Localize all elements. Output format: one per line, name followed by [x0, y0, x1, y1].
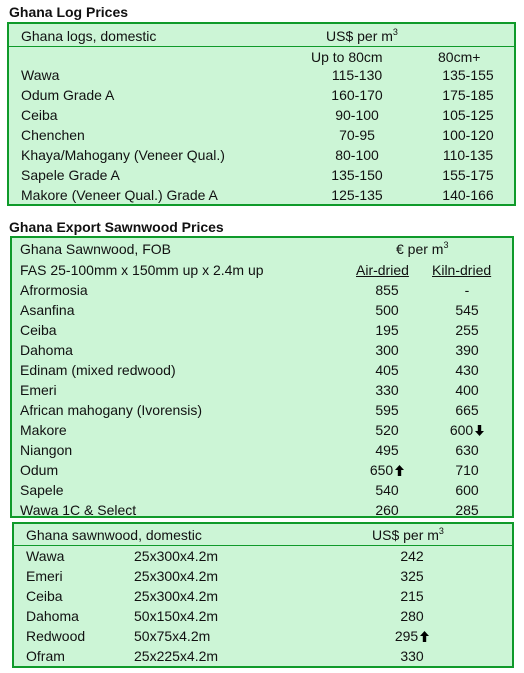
price-80cm-plus: 155-175: [442, 167, 494, 183]
price-kiln-dried: [432, 402, 502, 418]
species-name: Ceiba: [21, 107, 58, 123]
species-name: Dahoma: [26, 608, 79, 624]
price-up-to-80cm: 90-100: [335, 107, 379, 123]
table-row: [12, 342, 512, 362]
price-number: 215: [400, 588, 424, 604]
table-row: [9, 127, 514, 147]
log-prices-title: Ghana Log Prices: [9, 4, 129, 20]
price-value: [382, 588, 442, 604]
price-value: 545: [455, 302, 479, 318]
species-name: Sapele Grade A: [21, 167, 120, 183]
price-up-to-80cm: 135-150: [331, 167, 383, 183]
price-value: 595: [375, 402, 399, 418]
species-name: Wawa: [21, 67, 60, 83]
species-name: Odum: [20, 462, 59, 478]
price-value: -: [464, 282, 470, 298]
species-name: Chenchen: [21, 127, 85, 143]
price-value: 330: [375, 382, 399, 398]
price-up-to-80cm: 160-170: [331, 87, 383, 103]
price-value: 540: [375, 482, 399, 498]
species-name: Ofram: [26, 648, 65, 664]
header-divider: [14, 545, 512, 546]
export-prices-title: Ghana Export Sawnwood Prices: [9, 219, 224, 235]
price-value: 400: [455, 382, 479, 398]
price-kiln-dried: [432, 282, 502, 298]
species-name: Niangon: [20, 442, 73, 458]
table-row: [9, 87, 514, 107]
table-row: [9, 147, 514, 167]
species-name: Redwood: [26, 628, 86, 644]
price-value: 495: [375, 442, 399, 458]
price-value: 600: [455, 482, 479, 498]
header-divider: [9, 46, 514, 47]
price-80cm-plus: 175-185: [442, 87, 494, 103]
export-header-label: Ghana Sawnwood, FOB: [20, 241, 171, 257]
table-row: [9, 187, 514, 207]
price-number: 325: [400, 568, 424, 584]
table-row: [12, 442, 512, 462]
table-row: [9, 167, 514, 187]
species-name: Edinam (mixed redwood): [20, 362, 176, 378]
price-up-to-80cm: 115-130: [331, 67, 383, 83]
species-name: Wawa 1C & Select: [20, 502, 137, 518]
species-name: Ceiba: [20, 322, 57, 338]
table-row: [12, 282, 512, 302]
table-row: [14, 568, 512, 588]
price-air-dried: [352, 302, 422, 318]
price-value: 855: [375, 282, 399, 298]
species-name: Odum Grade A: [21, 87, 115, 103]
price-number: 242: [400, 548, 424, 564]
price-kiln-dried: [432, 322, 502, 338]
price-air-dried: [352, 342, 422, 358]
species-name: African mahogany (Ivorensis): [20, 402, 203, 418]
price-value: 195: [375, 322, 399, 338]
table-row: [12, 402, 512, 422]
dimensions: 25x300x4.2m: [134, 548, 219, 564]
table-row: [12, 502, 512, 522]
export-subheader: FAS 25-100mm x 150mm up x 2.4m up: [20, 262, 264, 278]
up-arrow-icon: [395, 465, 404, 476]
species-name: Emeri: [26, 568, 63, 584]
price-kiln-dried: [432, 302, 502, 318]
price-value: [382, 548, 442, 564]
down-arrow-icon: [475, 425, 484, 436]
price-value: 300: [375, 342, 399, 358]
price-80cm-plus: 140-166: [442, 187, 494, 203]
price-80cm-plus: 105-125: [442, 107, 494, 123]
price-up-to-80cm: 70-95: [339, 127, 375, 143]
price-air-dried: [352, 362, 422, 378]
table-row: [12, 302, 512, 322]
table-row: [14, 588, 512, 608]
price-number: 280: [400, 608, 424, 624]
dimensions: 25x300x4.2m: [134, 588, 219, 604]
export-prices-table: [10, 236, 514, 518]
price-air-dried: [352, 322, 422, 338]
price-value: 255: [455, 322, 479, 338]
species-name: Makore: [20, 422, 67, 438]
export-col-header-air-dried: Air-dried: [356, 262, 409, 278]
export-unit-label: € per $m^3$: [396, 240, 449, 257]
price-air-dried: [352, 442, 422, 458]
price-air-dried: [352, 402, 422, 418]
dimensions: 50x75x4.2m: [134, 628, 211, 644]
price-80cm-plus: 100-120: [442, 127, 494, 143]
dimensions: 25x225x4.2m: [134, 648, 219, 664]
price-value: [382, 568, 442, 584]
price-value: [382, 648, 442, 664]
price-value: 630: [455, 442, 479, 458]
domestic-sawnwood-table: [12, 522, 514, 668]
species-name: Dahoma: [20, 342, 73, 358]
price-kiln-dried: [432, 502, 502, 518]
price-up-to-80cm: 80-100: [335, 147, 379, 163]
price-80cm-plus: 135-155: [442, 67, 494, 83]
price-value: 430: [455, 362, 479, 378]
price-value: 710: [455, 462, 479, 478]
price-air-dried: [352, 422, 422, 438]
price-air-dried: [352, 462, 422, 478]
price-value: 650: [369, 462, 394, 478]
table-row: [12, 422, 512, 442]
price-kiln-dried: [432, 482, 502, 498]
log-unit-label: US$ per $m^3$: [326, 27, 398, 44]
table-row: [12, 482, 512, 502]
price-80cm-plus: 110-135: [442, 147, 494, 163]
price-kiln-dried: [432, 422, 502, 438]
species-name: Ceiba: [26, 588, 63, 604]
up-arrow-icon: [420, 631, 429, 642]
price-value: [382, 608, 442, 624]
price-value: 285: [455, 502, 479, 518]
species-name: Sapele: [20, 482, 64, 498]
price-air-dried: [352, 382, 422, 398]
dimensions: 50x150x4.2m: [134, 608, 219, 624]
table-row: [12, 322, 512, 342]
table-row: [14, 628, 512, 648]
price-value: 665: [455, 402, 479, 418]
price-value: 600: [449, 422, 474, 438]
log-col-header-80cm-plus: 80cm+: [438, 49, 481, 65]
price-value: [382, 628, 442, 644]
price-kiln-dried: [432, 442, 502, 458]
log-prices-table: [7, 22, 516, 206]
log-header-label: Ghana logs, domestic: [21, 28, 157, 44]
species-name: Afrormosia: [20, 282, 88, 298]
dimensions: 25x300x4.2m: [134, 568, 219, 584]
table-row: [12, 462, 512, 482]
species-name: Asanfina: [20, 302, 75, 318]
price-value: 390: [455, 342, 479, 358]
table-row: [12, 382, 512, 402]
species-name: Emeri: [20, 382, 57, 398]
domestic-unit-label: US$ per $m^3$: [372, 526, 444, 543]
price-value: 405: [375, 362, 399, 378]
domestic-header-label: Ghana sawnwood, domestic: [26, 527, 202, 543]
species-name: Khaya/Mahogany (Veneer Qual.): [21, 147, 225, 163]
table-row: [14, 548, 512, 568]
table-row: [14, 648, 512, 668]
price-kiln-dried: [432, 382, 502, 398]
price-value: 520: [375, 422, 399, 438]
table-row: [9, 107, 514, 127]
table-row: [12, 362, 512, 382]
price-up-to-80cm: 125-135: [331, 187, 383, 203]
table-row: [14, 608, 512, 628]
price-kiln-dried: [432, 462, 502, 478]
export-col-header-kiln-dried: Kiln-dried: [432, 262, 492, 278]
log-col-header-up-to-80cm: Up to 80cm: [311, 49, 383, 65]
price-air-dried: [352, 282, 422, 298]
price-number: 330: [400, 648, 424, 664]
price-air-dried: [352, 482, 422, 498]
price-value: 260: [375, 502, 399, 518]
price-number: 295: [394, 628, 419, 644]
table-row: [9, 67, 514, 87]
price-kiln-dried: [432, 362, 502, 378]
price-value: 500: [375, 302, 399, 318]
species-name: Makore (Veneer Qual.) Grade A: [21, 187, 218, 203]
price-air-dried: [352, 502, 422, 518]
species-name: Wawa: [26, 548, 65, 564]
price-kiln-dried: [432, 342, 502, 358]
